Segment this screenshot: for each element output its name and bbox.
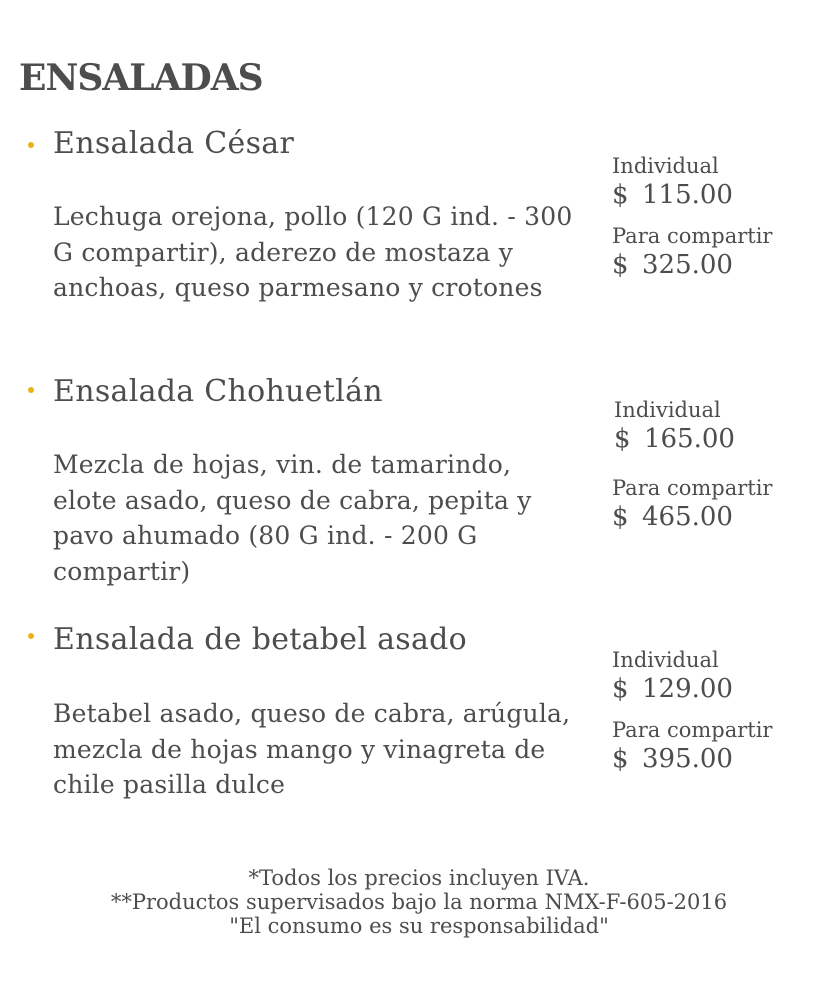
item-name: Ensalada Chohuetlán: [53, 374, 383, 409]
individual-price: $ 129.00: [612, 674, 733, 704]
individual-label: Individual: [614, 398, 721, 422]
price-block: [612, 397, 832, 533]
item-description: Lechuga orejona, pollo (120 G ind. - 300 G compartir), aderezo de mostaza y anchoas, queso parmesano y crotones: [53, 202, 573, 302]
bullet-icon: [28, 633, 34, 639]
bullet-icon: [28, 142, 34, 148]
footer-line-iva: *Todos los precios incluyen IVA.: [248, 866, 590, 890]
item-name: Ensalada de betabel asado: [53, 622, 468, 657]
individual-label: Individual: [612, 648, 719, 672]
section-title: ENSALADAS: [19, 57, 263, 99]
individual-label: Individual: [612, 154, 719, 178]
bullet-icon: [28, 387, 34, 393]
individual-price: $ 165.00: [614, 424, 735, 454]
share-price: $ 395.00: [612, 744, 733, 774]
individual-price: $ 115.00: [612, 180, 733, 210]
item-description: Betabel asado, queso de cabra, arúgula, mezcla de hojas mango y vinagreta de chile pasilla dulce: [53, 699, 571, 799]
share-label: Para compartir: [612, 476, 773, 500]
item-description: Mezcla de hojas, vin. de tamarindo, elote asado, queso de cabra, pepita y pavo ahumado (80 G ind. - 200 G compartir): [53, 450, 532, 586]
item-name: Ensalada César: [53, 126, 295, 161]
footer-line-responsabilidad: "El consumo es su responsabilidad": [229, 914, 609, 938]
footer-line-norma: **Productos supervisados bajo la norma NMX-F-605-2016: [110, 890, 728, 914]
price-block: [612, 153, 832, 281]
share-price: $ 465.00: [612, 502, 733, 532]
share-label: Para compartir: [612, 224, 773, 248]
price-block: [612, 647, 832, 775]
share-label: Para compartir: [612, 718, 773, 742]
share-price: $ 325.00: [612, 250, 733, 280]
footer-notes: [0, 866, 838, 938]
